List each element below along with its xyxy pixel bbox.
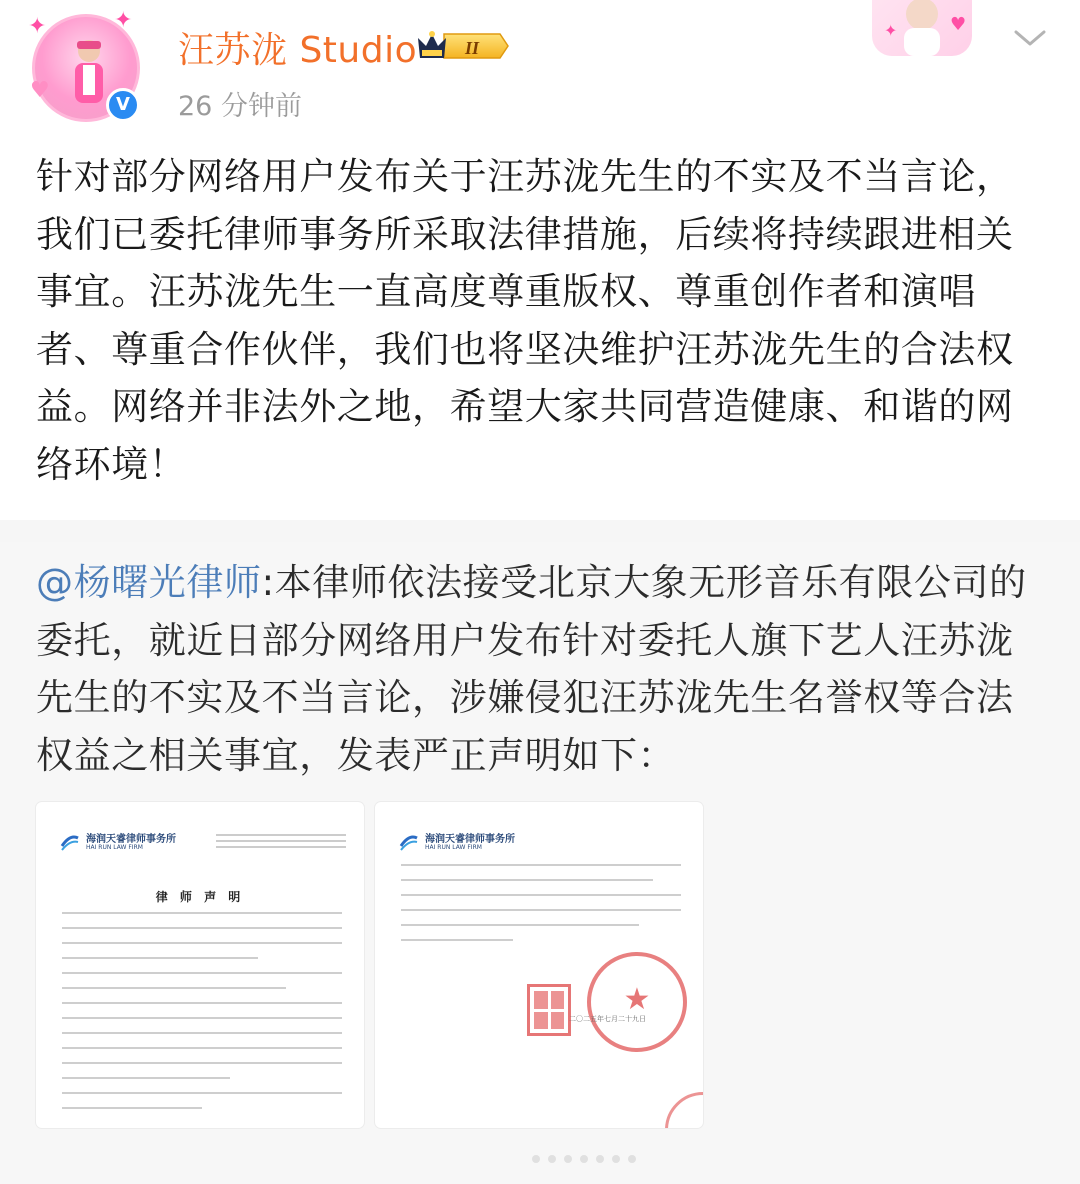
firm-seal-partial bbox=[665, 1092, 703, 1128]
person-icon bbox=[65, 37, 113, 107]
verified-badge-icon: V bbox=[106, 88, 140, 122]
doc-firm-name-en: HAI RUN LAW FIRM bbox=[425, 844, 482, 851]
decoration-person-icon bbox=[872, 0, 972, 56]
repost-text bbox=[36, 554, 1046, 784]
doc-firm-name: 海润天睿律师事务所 bbox=[425, 834, 515, 845]
divider bbox=[0, 520, 1080, 542]
avatar[interactable] bbox=[28, 8, 148, 128]
decoration-card bbox=[872, 0, 972, 56]
post-text: 针对部分网络用户发布关于汪苏泷先生的不实及不当言论，我们已委托律师事务所采取法律措施，后续将持续跟进相关事宜。汪苏泷先生一直高度尊重版权、尊重创作者和演唱者、尊重合作伙伴，我们也将坚决维护汪苏泷先生的合法权益。网络并非法外之地，希望大家共同营造健康、和谐的网络环境！ bbox=[36, 155, 1014, 486]
doc-text-lines bbox=[401, 864, 681, 954]
doc-firm-name-en: HAI RUN LAW FIRM bbox=[86, 844, 143, 851]
username[interactable]: 汪苏泷 Studio bbox=[178, 30, 418, 71]
firm-seal bbox=[587, 952, 687, 1052]
doc-firm-name: 海润天睿律师事务所 bbox=[86, 834, 176, 845]
image-pager-dots bbox=[528, 1152, 648, 1166]
level-badge-icon[interactable] bbox=[414, 26, 510, 66]
mention-separator: : bbox=[261, 561, 275, 604]
doc-date: 二〇二五年七月二十九日 bbox=[569, 1015, 646, 1023]
seal-star-icon: ★ bbox=[623, 982, 651, 1017]
svg-text:♥: ♥ bbox=[950, 14, 967, 35]
document-image-2[interactable] bbox=[375, 802, 703, 1128]
signature-stamp bbox=[527, 984, 571, 1036]
repost-body: 本律师依法接受北京大象无形音乐有限公司的委托，就近日部分网络用户发布针对委托人旗下艺人汪苏泷先生的不实及不当言论，涉嫌侵犯汪苏泷先生名誉权等合法权益之相关事宜，发表严正声明如下： bbox=[36, 561, 1027, 777]
firm-logo-icon bbox=[60, 832, 80, 852]
doc-address bbox=[216, 832, 346, 852]
heart-icon: ♥ bbox=[30, 78, 50, 103]
sparkle-icon: ✦ bbox=[114, 8, 133, 33]
document-image-1[interactable] bbox=[36, 802, 364, 1128]
level-badge-text: II bbox=[464, 38, 480, 58]
firm-logo-icon bbox=[399, 832, 419, 852]
timestamp[interactable]: 26 分钟前 bbox=[178, 91, 302, 122]
mention-link[interactable]: @杨曙光律师 bbox=[36, 561, 262, 604]
doc-text-lines bbox=[62, 912, 342, 1122]
chevron-down-icon[interactable] bbox=[1012, 26, 1048, 50]
sparkle-icon: ✦ bbox=[28, 14, 47, 39]
doc-title: 律 师 声 明 bbox=[155, 890, 245, 904]
svg-text:✦: ✦ bbox=[884, 21, 898, 40]
